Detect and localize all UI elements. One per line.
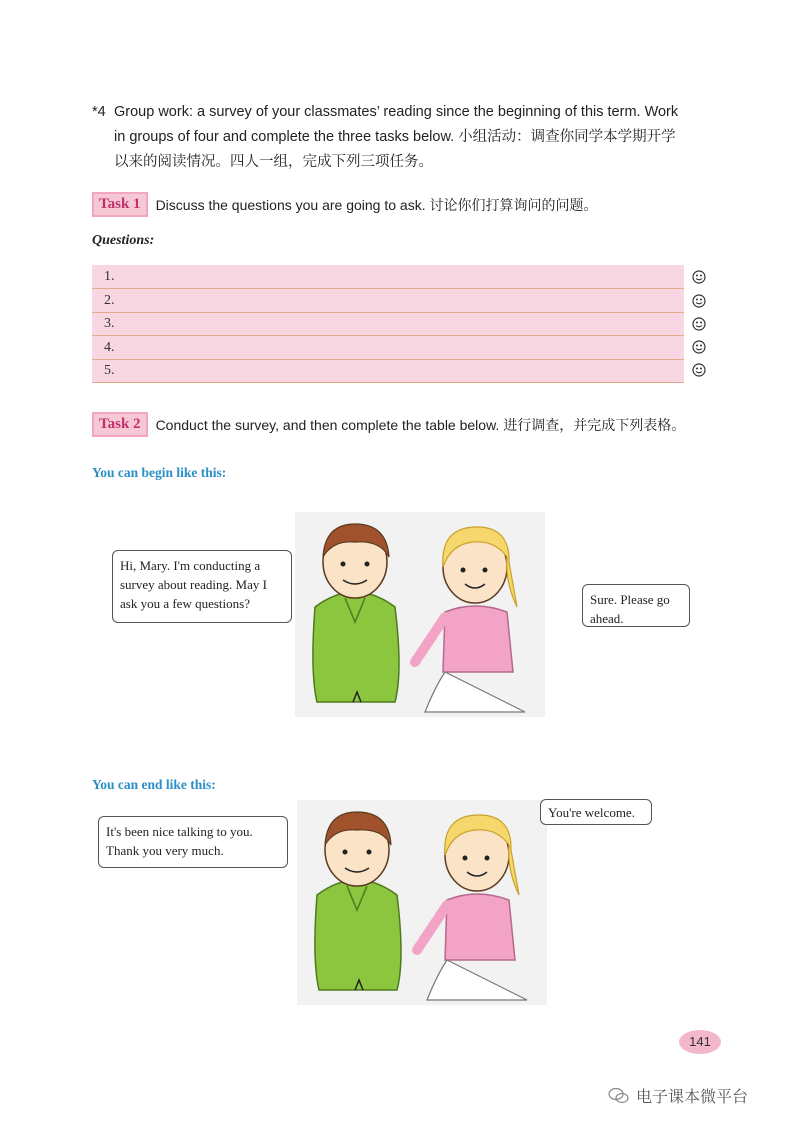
- smiley-face-icon: [692, 340, 706, 354]
- question-row[interactable]: [92, 289, 684, 313]
- question-number: 3.: [104, 316, 115, 331]
- intro-line-3: 以来的阅读情况。四人一组，完成下列三项任务。: [114, 154, 433, 170]
- smiley-face-icon: [692, 317, 706, 331]
- question-row[interactable]: [92, 265, 684, 289]
- intro-line-2: in groups of four and complete the three tasks below. 小组活动：调查你同学本学期开学: [114, 129, 676, 145]
- task-2-text: Conduct the survey, and then complete the table below. 进行调查，并完成下列表格。: [155, 416, 686, 433]
- boy-figure: [313, 524, 399, 702]
- smiley-face-icon: [692, 363, 706, 377]
- page-number: 141: [679, 1030, 721, 1054]
- intro-line-1: Group work: a survey of your classmates’ reading since the beginning of this term. Work: [114, 104, 679, 120]
- exercise-intro: [92, 100, 732, 175]
- question-row[interactable]: [92, 359, 684, 383]
- task-1: [92, 192, 598, 217]
- speech-bubble-boy-end: [98, 816, 288, 868]
- boy-girl-illustration-begin: [295, 512, 545, 717]
- question-number: 5.: [104, 363, 115, 378]
- wechat-icon: [608, 1087, 630, 1105]
- task-1-label: Task 1: [92, 192, 148, 217]
- speech-bubble-girl-begin: [582, 584, 690, 627]
- boy-speech-end: It's been nice talking to you. Thank you very much.: [106, 824, 253, 858]
- task-2-label: Task 2: [92, 412, 148, 437]
- speech-bubble-girl-end: [540, 799, 652, 825]
- watermark-text: 电子课本微平台: [636, 1089, 749, 1106]
- smiley-face-icon: [692, 270, 706, 284]
- girl-speech-end: You're welcome.: [548, 805, 635, 820]
- question-row[interactable]: [92, 312, 684, 336]
- boy-girl-illustration-end: [297, 800, 547, 1005]
- question-number: 2.: [104, 292, 115, 308]
- boy-speech-begin: Hi, Mary. I'm conducting a survey about reading. May I ask you a few questions?: [120, 558, 267, 611]
- question-number: 1.: [104, 269, 115, 284]
- questions-heading: Questions:: [92, 233, 155, 248]
- girl-speech-begin: Sure. Please go ahead.: [590, 592, 670, 626]
- exercise-number: *4: [92, 104, 106, 120]
- boy-figure: [315, 812, 401, 990]
- task-2: [92, 412, 685, 437]
- begin-heading: You can begin like this:: [92, 465, 227, 480]
- speech-bubble-boy-begin: [112, 550, 292, 623]
- end-heading: You can end like this:: [92, 777, 216, 792]
- question-number: 4.: [104, 339, 115, 355]
- questions-box: [92, 265, 684, 383]
- watermark: [608, 1084, 748, 1107]
- smiley-face-icon: [692, 294, 706, 308]
- question-row[interactable]: [92, 336, 684, 360]
- task-1-text: Discuss the questions you are going to ask. 讨论你们打算询问的问题。: [155, 196, 598, 213]
